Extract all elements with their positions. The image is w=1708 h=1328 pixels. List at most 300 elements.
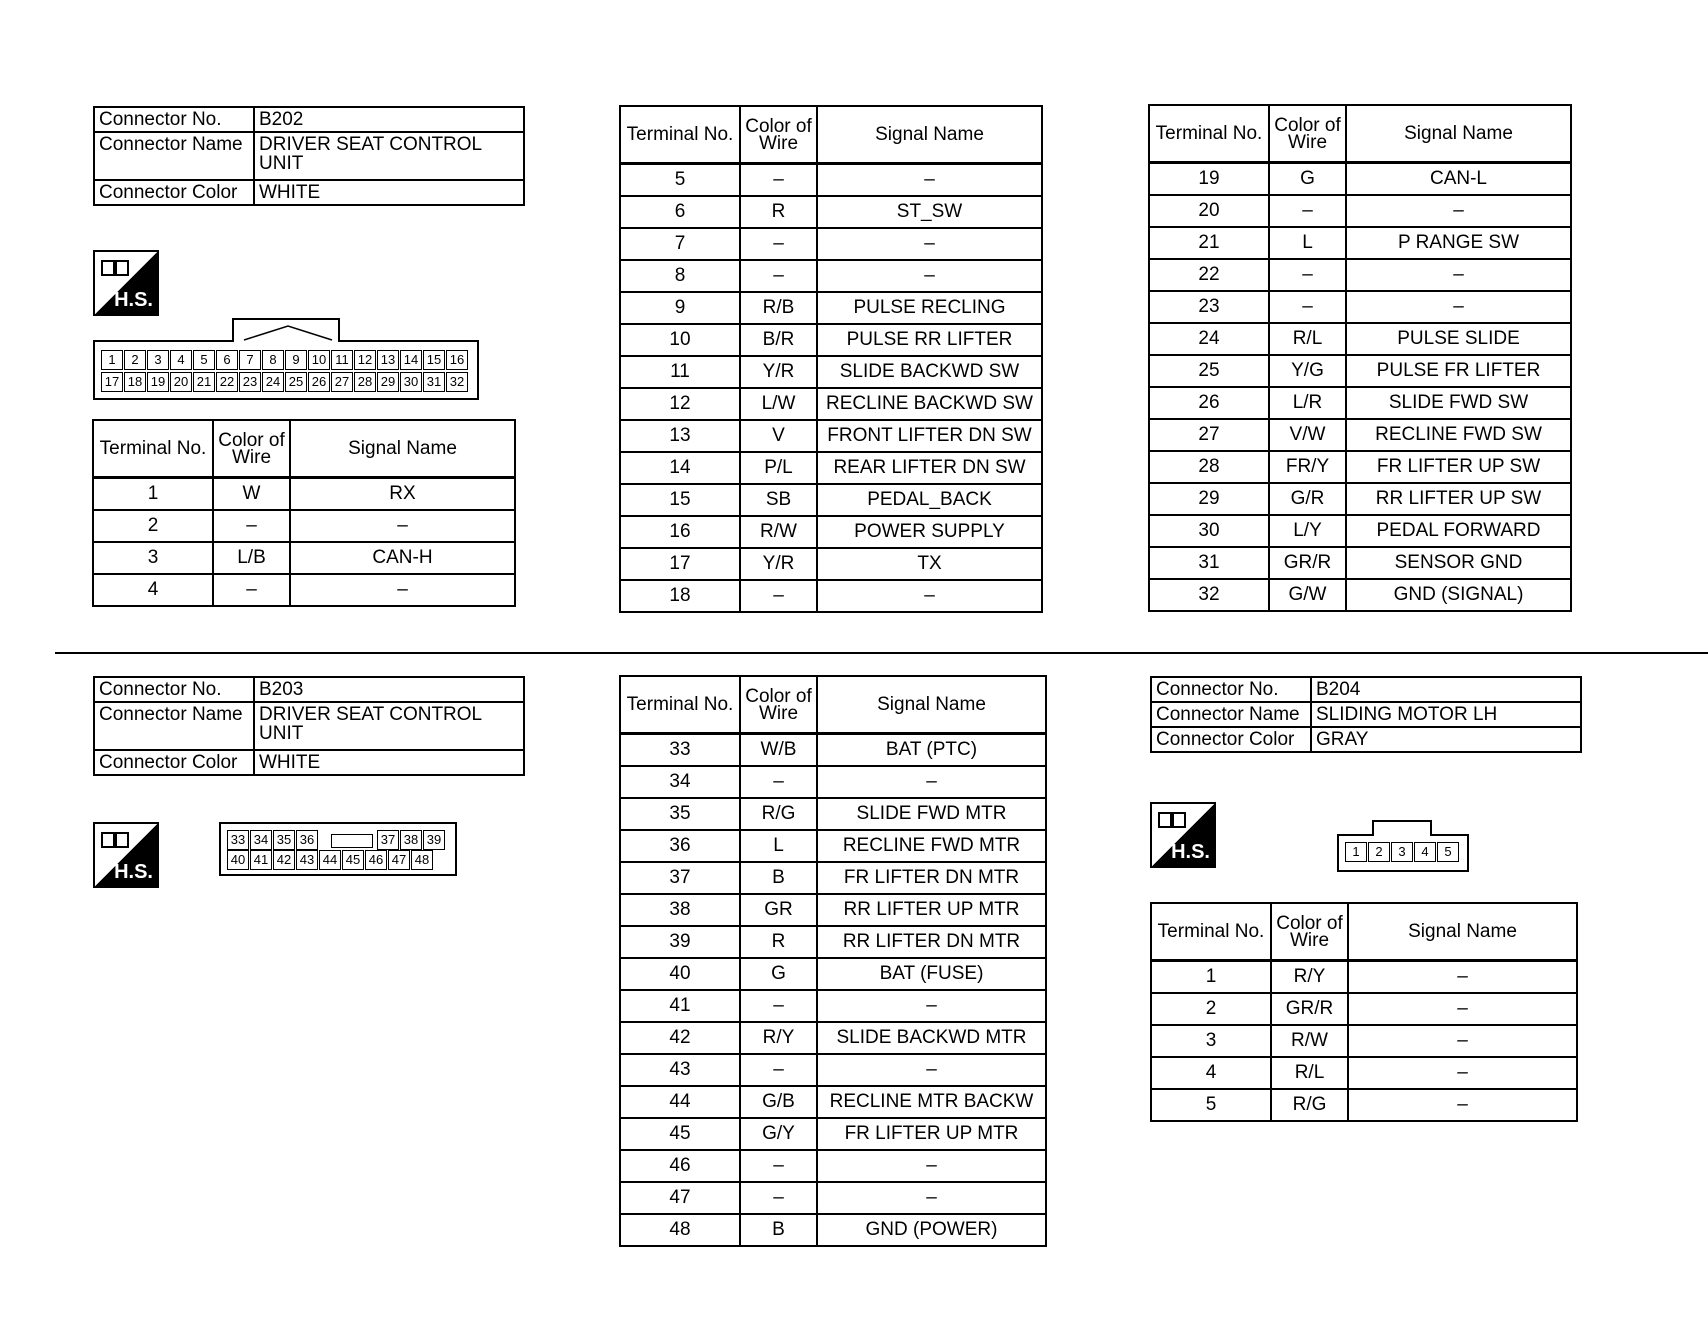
- wire-color-cell: P/L: [740, 452, 817, 484]
- connector-no-value: B202: [254, 107, 524, 132]
- connector-color-label: Connector Color: [94, 750, 254, 775]
- signal-name-cell: –: [1346, 291, 1571, 323]
- wire-color-cell: L: [1269, 227, 1346, 259]
- connector-glyph-icon: [1158, 810, 1188, 830]
- b203-pin-row-bottom: [227, 850, 434, 870]
- terminal-no-cell: 36: [620, 830, 740, 862]
- signal-name-cell: FRONT LIFTER DN SW: [817, 420, 1042, 452]
- table-row: [620, 1086, 1046, 1118]
- table-row: [620, 1182, 1046, 1214]
- connector-pin: 41: [250, 850, 272, 870]
- wire-color-cell: V: [740, 420, 817, 452]
- terminal-no-header: Terminal No.: [93, 420, 213, 478]
- wire-color-cell: G/B: [740, 1086, 817, 1118]
- signal-name-header: Signal Name: [817, 676, 1046, 734]
- table-row: [620, 894, 1046, 926]
- terminal-no-cell: 2: [1151, 993, 1271, 1025]
- connector-pin: 6: [216, 350, 238, 370]
- connector-pin: 14: [400, 350, 422, 370]
- table-row: [620, 1054, 1046, 1086]
- table-row: [1149, 387, 1571, 419]
- wire-color-cell: L/Y: [1269, 515, 1346, 547]
- table-row: [620, 1214, 1046, 1246]
- connector-pin: 30: [400, 372, 422, 392]
- table-row: [620, 798, 1046, 830]
- connector-pin: 26: [308, 372, 330, 392]
- wire-color-cell: –: [740, 1150, 817, 1182]
- wire-color-header: Color of Wire: [213, 420, 290, 478]
- wire-color-cell: G/Y: [740, 1118, 817, 1150]
- connector-pin: 29: [377, 372, 399, 392]
- table-row: [620, 324, 1042, 356]
- table-row: [1151, 1057, 1577, 1089]
- connector-no-value: B203: [254, 677, 524, 702]
- signal-name-cell: TX: [817, 548, 1042, 580]
- wire-color-cell: L/B: [213, 542, 290, 574]
- table-row: [620, 516, 1042, 548]
- lock-tab-icon: [236, 322, 340, 342]
- connector-name-label: Connector Name: [94, 132, 254, 180]
- terminal-no-cell: 22: [1149, 259, 1269, 291]
- terminal-no-header: Terminal No.: [1149, 105, 1269, 163]
- terminal-no-cell: 21: [1149, 227, 1269, 259]
- table-row: [1149, 227, 1571, 259]
- wire-color-cell: GR/R: [1269, 547, 1346, 579]
- connector-no-label: Connector No.: [94, 107, 254, 132]
- connector-pin: 32: [446, 372, 468, 392]
- table-row: [1149, 579, 1571, 611]
- connector-pin: 13: [377, 350, 399, 370]
- table-row: [93, 542, 515, 574]
- connector-color-value: GRAY: [1311, 727, 1581, 752]
- table-row: [1149, 259, 1571, 291]
- signal-name-cell: SLIDE BACKWD SW: [817, 356, 1042, 388]
- wire-color-cell: R: [740, 926, 817, 958]
- terminal-no-cell: 3: [93, 542, 213, 574]
- table-row: [1149, 195, 1571, 227]
- wire-color-cell: R/W: [1271, 1025, 1348, 1057]
- wire-color-cell: –: [740, 580, 817, 612]
- connector-pin: 28: [354, 372, 376, 392]
- signal-name-cell: RR LIFTER DN MTR: [817, 926, 1046, 958]
- b203-key-slot: [331, 834, 373, 848]
- signal-name-cell: FR LIFTER UP SW: [1346, 451, 1571, 483]
- wire-color-cell: SB: [740, 484, 817, 516]
- terminal-no-cell: 17: [620, 548, 740, 580]
- wire-color-cell: –: [1269, 291, 1346, 323]
- b202-terminal-table-3: [1148, 104, 1572, 612]
- signal-name-header: Signal Name: [1348, 903, 1577, 961]
- hs-label: H.S.: [114, 289, 153, 311]
- terminal-no-cell: 26: [1149, 387, 1269, 419]
- wire-color-header: Color of Wire: [1269, 105, 1346, 163]
- wire-color-cell: R/Y: [740, 1022, 817, 1054]
- signal-name-cell: PULSE SLIDE: [1346, 323, 1571, 355]
- connector-name-label: Connector Name: [1151, 702, 1311, 727]
- table-row: [1149, 451, 1571, 483]
- connector-pin: 22: [216, 372, 238, 392]
- b202-pin-row-bottom: [101, 372, 469, 392]
- connector-pin: 5: [1437, 842, 1459, 862]
- table-row: [620, 926, 1046, 958]
- signal-name-cell: GND (SIGNAL): [1346, 579, 1571, 611]
- connector-pin: 46: [365, 850, 387, 870]
- connector-pin: 19: [147, 372, 169, 392]
- b202-connector-lock: [232, 318, 340, 342]
- terminal-no-cell: 18: [620, 580, 740, 612]
- terminal-no-cell: 5: [1151, 1089, 1271, 1121]
- connector-color-value: WHITE: [254, 180, 524, 205]
- terminal-no-cell: 44: [620, 1086, 740, 1118]
- connector-name-value: SLIDING MOTOR LH: [1311, 702, 1581, 727]
- wire-color-cell: FR/Y: [1269, 451, 1346, 483]
- terminal-no-cell: 1: [1151, 961, 1271, 994]
- signal-name-cell: –: [1348, 993, 1577, 1025]
- signal-name-cell: –: [1348, 961, 1577, 994]
- connector-pin: 16: [446, 350, 468, 370]
- wire-color-cell: –: [740, 164, 817, 197]
- connector-pin: 31: [423, 372, 445, 392]
- wire-color-header: Color of Wire: [740, 676, 817, 734]
- terminal-no-cell: 25: [1149, 355, 1269, 387]
- wire-color-cell: –: [740, 1054, 817, 1086]
- connector-glyph-icon: [101, 830, 131, 850]
- hs-label: H.S.: [114, 861, 153, 883]
- connector-pin: 1: [1345, 842, 1367, 862]
- table-row: [620, 734, 1046, 767]
- wire-color-cell: GR/R: [1271, 993, 1348, 1025]
- signal-name-header: Signal Name: [817, 106, 1042, 164]
- signal-name-cell: PEDAL_BACK: [817, 484, 1042, 516]
- b202-pin-row-top: [101, 350, 469, 370]
- table-row: [620, 196, 1042, 228]
- table-row: [620, 1118, 1046, 1150]
- table-row: [1151, 993, 1577, 1025]
- connector-pin: 9: [285, 350, 307, 370]
- connector-no-label: Connector No.: [94, 677, 254, 702]
- wire-color-cell: B/R: [740, 324, 817, 356]
- terminal-no-cell: 6: [620, 196, 740, 228]
- table-row: [620, 580, 1042, 612]
- signal-name-cell: –: [817, 990, 1046, 1022]
- connector-pin: 27: [331, 372, 353, 392]
- terminal-no-cell: 46: [620, 1150, 740, 1182]
- wire-color-cell: R/G: [1271, 1089, 1348, 1121]
- connector-pin: 39: [423, 830, 445, 850]
- terminal-no-cell: 14: [620, 452, 740, 484]
- table-row: [620, 356, 1042, 388]
- terminal-no-cell: 12: [620, 388, 740, 420]
- terminal-no-cell: 32: [1149, 579, 1269, 611]
- signal-name-cell: –: [1348, 1025, 1577, 1057]
- signal-name-cell: SLIDE BACKWD MTR: [817, 1022, 1046, 1054]
- connector-color-value: WHITE: [254, 750, 524, 775]
- terminal-no-cell: 34: [620, 766, 740, 798]
- b204-connector-lock: [1372, 820, 1432, 836]
- table-row: [620, 164, 1042, 197]
- table-row: [620, 1022, 1046, 1054]
- b204-info-table: [1150, 676, 1582, 753]
- connector-pin: 37: [377, 830, 399, 850]
- wire-color-cell: W: [213, 478, 290, 511]
- signal-name-cell: SLIDE FWD MTR: [817, 798, 1046, 830]
- table-row: [93, 574, 515, 606]
- connector-color-label: Connector Color: [1151, 727, 1311, 752]
- terminal-no-cell: 15: [620, 484, 740, 516]
- table-row: [620, 766, 1046, 798]
- table-row: [620, 260, 1042, 292]
- terminal-no-cell: 39: [620, 926, 740, 958]
- connector-glyph-icon: [101, 258, 131, 278]
- connector-pin: 36: [296, 830, 318, 850]
- table-row: [1151, 1025, 1577, 1057]
- b202-terminal-table-2: [619, 105, 1043, 613]
- signal-name-cell: FR LIFTER UP MTR: [817, 1118, 1046, 1150]
- signal-name-cell: CAN-H: [290, 542, 515, 574]
- signal-name-cell: REAR LIFTER DN SW: [817, 452, 1042, 484]
- wire-color-cell: –: [1269, 259, 1346, 291]
- signal-name-cell: –: [817, 580, 1042, 612]
- connector-name-value: DRIVER SEAT CONTROL UNIT: [254, 132, 524, 180]
- connector-pin: 25: [285, 372, 307, 392]
- connector-no-label: Connector No.: [1151, 677, 1311, 702]
- terminal-no-header: Terminal No.: [1151, 903, 1271, 961]
- signal-name-header: Signal Name: [1346, 105, 1571, 163]
- terminal-no-cell: 40: [620, 958, 740, 990]
- signal-name-cell: FR LIFTER DN MTR: [817, 862, 1046, 894]
- b202-info-table: [93, 106, 525, 206]
- signal-name-cell: RR LIFTER UP MTR: [817, 894, 1046, 926]
- terminal-no-cell: 23: [1149, 291, 1269, 323]
- table-row: [1149, 323, 1571, 355]
- terminal-no-cell: 43: [620, 1054, 740, 1086]
- signal-name-cell: SENSOR GND: [1346, 547, 1571, 579]
- wire-color-cell: R/Y: [1271, 961, 1348, 994]
- table-row: [93, 510, 515, 542]
- wire-color-cell: R/L: [1269, 323, 1346, 355]
- b203-terminal-table: [619, 675, 1047, 1247]
- b203-info-table: [93, 676, 525, 776]
- connector-pin: 35: [273, 830, 295, 850]
- connector-pin: 42: [273, 850, 295, 870]
- signal-name-cell: –: [817, 260, 1042, 292]
- terminal-no-cell: 8: [620, 260, 740, 292]
- signal-name-cell: –: [1348, 1057, 1577, 1089]
- terminal-no-cell: 38: [620, 894, 740, 926]
- b203-pin-row-top-left: [227, 830, 319, 850]
- wire-color-cell: –: [740, 990, 817, 1022]
- wire-color-cell: Y/R: [740, 548, 817, 580]
- harness-side-icon: [1150, 802, 1216, 868]
- terminal-no-cell: 41: [620, 990, 740, 1022]
- wire-color-cell: Y/G: [1269, 355, 1346, 387]
- b204-terminal-table: [1150, 902, 1578, 1122]
- table-row: [1149, 355, 1571, 387]
- terminal-no-cell: 37: [620, 862, 740, 894]
- wire-color-cell: R/W: [740, 516, 817, 548]
- terminal-no-cell: 5: [620, 164, 740, 197]
- signal-name-cell: ST_SW: [817, 196, 1042, 228]
- terminal-no-cell: 29: [1149, 483, 1269, 515]
- connector-pin: 12: [354, 350, 376, 370]
- table-row: [620, 420, 1042, 452]
- connector-pin: 10: [308, 350, 330, 370]
- signal-name-cell: –: [1348, 1089, 1577, 1121]
- wire-color-cell: R/B: [740, 292, 817, 324]
- signal-name-cell: BAT (FUSE): [817, 958, 1046, 990]
- terminal-no-cell: 19: [1149, 163, 1269, 196]
- terminal-no-cell: 11: [620, 356, 740, 388]
- wire-color-cell: G: [1269, 163, 1346, 196]
- terminal-no-cell: 42: [620, 1022, 740, 1054]
- connector-pin: 11: [331, 350, 353, 370]
- signal-name-cell: RECLINE MTR BACKW: [817, 1086, 1046, 1118]
- wire-color-cell: B: [740, 1214, 817, 1246]
- terminal-no-cell: 10: [620, 324, 740, 356]
- connector-pin: 3: [147, 350, 169, 370]
- wire-color-cell: L: [740, 830, 817, 862]
- wire-color-cell: G/W: [1269, 579, 1346, 611]
- table-row: [620, 990, 1046, 1022]
- table-row: [620, 1150, 1046, 1182]
- connector-pin: 18: [124, 372, 146, 392]
- wire-color-cell: –: [740, 766, 817, 798]
- wire-color-header: Color of Wire: [1271, 903, 1348, 961]
- signal-name-cell: –: [817, 766, 1046, 798]
- wire-color-cell: –: [1269, 195, 1346, 227]
- connector-pin: 1: [101, 350, 123, 370]
- connector-pin: 33: [227, 830, 249, 850]
- terminal-no-cell: 33: [620, 734, 740, 767]
- table-row: [93, 478, 515, 511]
- terminal-no-cell: 1: [93, 478, 213, 511]
- terminal-no-cell: 45: [620, 1118, 740, 1150]
- connector-pin: 24: [262, 372, 284, 392]
- section-divider: [55, 652, 1708, 654]
- wire-color-cell: B: [740, 862, 817, 894]
- wire-color-cell: L/R: [1269, 387, 1346, 419]
- connector-no-value: B204: [1311, 677, 1581, 702]
- connector-color-label: Connector Color: [94, 180, 254, 205]
- table-row: [1149, 291, 1571, 323]
- connector-pin: 17: [101, 372, 123, 392]
- table-row: [620, 484, 1042, 516]
- connector-pin: 5: [193, 350, 215, 370]
- connector-pin: 45: [342, 850, 364, 870]
- connector-pin: 8: [262, 350, 284, 370]
- connector-pin: 7: [239, 350, 261, 370]
- terminal-no-cell: 27: [1149, 419, 1269, 451]
- b203-pin-row-top-right: [377, 830, 446, 850]
- wire-color-header: Color of Wire: [740, 106, 817, 164]
- wire-color-cell: –: [213, 574, 290, 606]
- signal-name-cell: –: [817, 1054, 1046, 1086]
- connector-name-label: Connector Name: [94, 702, 254, 750]
- connector-pin: 44: [319, 850, 341, 870]
- connector-pin: 38: [400, 830, 422, 850]
- wire-color-cell: V/W: [1269, 419, 1346, 451]
- b204-pin-row: [1345, 842, 1460, 862]
- wire-color-cell: R: [740, 196, 817, 228]
- table-row: [620, 292, 1042, 324]
- signal-name-cell: RECLINE FWD MTR: [817, 830, 1046, 862]
- table-row: [1151, 1089, 1577, 1121]
- table-row: [1149, 547, 1571, 579]
- signal-name-cell: –: [817, 1182, 1046, 1214]
- signal-name-cell: RECLINE BACKWD SW: [817, 388, 1042, 420]
- signal-name-cell: RECLINE FWD SW: [1346, 419, 1571, 451]
- connector-pin: 21: [193, 372, 215, 392]
- wire-color-cell: –: [740, 1182, 817, 1214]
- connector-pin: 48: [411, 850, 433, 870]
- wire-color-cell: R/G: [740, 798, 817, 830]
- table-row: [620, 388, 1042, 420]
- terminal-no-cell: 47: [620, 1182, 740, 1214]
- table-row: [1149, 419, 1571, 451]
- wire-color-cell: W/B: [740, 734, 817, 767]
- wire-color-cell: GR: [740, 894, 817, 926]
- table-row: [1149, 483, 1571, 515]
- wire-color-cell: Y/R: [740, 356, 817, 388]
- terminal-no-cell: 4: [1151, 1057, 1271, 1089]
- signal-name-cell: –: [1346, 259, 1571, 291]
- table-row: [620, 830, 1046, 862]
- terminal-no-cell: 7: [620, 228, 740, 260]
- b202-terminal-table-1: [92, 419, 516, 607]
- wire-color-cell: G/R: [1269, 483, 1346, 515]
- signal-name-cell: GND (POWER): [817, 1214, 1046, 1246]
- signal-name-cell: RX: [290, 478, 515, 511]
- connector-pin: 2: [1368, 842, 1390, 862]
- signal-name-cell: –: [1346, 195, 1571, 227]
- signal-name-cell: RR LIFTER UP SW: [1346, 483, 1571, 515]
- wire-color-cell: G: [740, 958, 817, 990]
- hs-label: H.S.: [1171, 841, 1210, 863]
- connector-pin: 40: [227, 850, 249, 870]
- wire-color-cell: –: [213, 510, 290, 542]
- table-row: [620, 548, 1042, 580]
- wire-color-cell: –: [740, 228, 817, 260]
- terminal-no-cell: 48: [620, 1214, 740, 1246]
- table-row: [620, 228, 1042, 260]
- wire-color-cell: L/W: [740, 388, 817, 420]
- signal-name-cell: BAT (PTC): [817, 734, 1046, 767]
- table-row: [1151, 961, 1577, 994]
- signal-name-cell: PEDAL FORWARD: [1346, 515, 1571, 547]
- wire-color-cell: –: [740, 260, 817, 292]
- terminal-no-cell: 9: [620, 292, 740, 324]
- connector-pin: 23: [239, 372, 261, 392]
- terminal-no-cell: 3: [1151, 1025, 1271, 1057]
- signal-name-cell: PULSE RR LIFTER: [817, 324, 1042, 356]
- signal-name-cell: –: [817, 164, 1042, 197]
- connector-pin: 3: [1391, 842, 1413, 862]
- connector-pin: 34: [250, 830, 272, 850]
- table-row: [620, 452, 1042, 484]
- connector-pin: 4: [1414, 842, 1436, 862]
- table-row: [1149, 163, 1571, 196]
- connector-pin: 47: [388, 850, 410, 870]
- signal-name-cell: POWER SUPPLY: [817, 516, 1042, 548]
- connector-pin: 2: [124, 350, 146, 370]
- signal-name-cell: –: [290, 510, 515, 542]
- signal-name-cell: P RANGE SW: [1346, 227, 1571, 259]
- connector-pin: 15: [423, 350, 445, 370]
- terminal-no-header: Terminal No.: [620, 106, 740, 164]
- terminal-no-header: Terminal No.: [620, 676, 740, 734]
- table-row: [620, 862, 1046, 894]
- terminal-no-cell: 30: [1149, 515, 1269, 547]
